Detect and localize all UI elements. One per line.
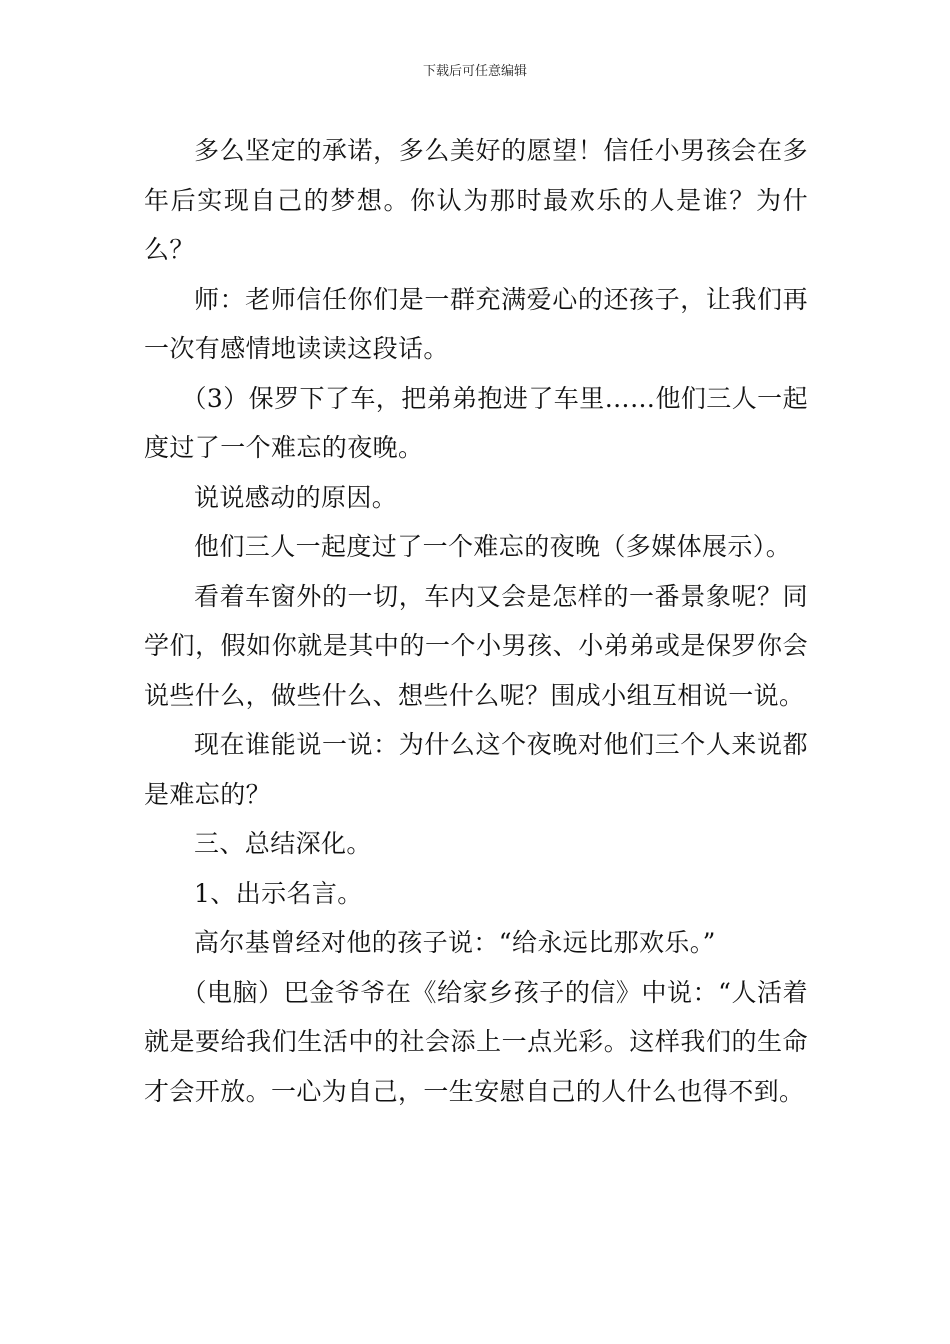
paragraph-gorky-quote: 高尔基曾经对他的孩子说：“给永远比那欢乐。” (194, 928, 716, 957)
paragraph-section-3: （3）保罗下了车，把弟弟抱进了车里……他们三人一起度过了一个难忘的夜晚。 (144, 383, 808, 462)
paragraph-summary-heading: 三、总结深化。 (194, 829, 372, 858)
paragraph-car-scene: 看着车窗外的一切，车内又会是怎样的一番景象呢？同学们，假如你就是其中的一个小男孩、小弟弟或是保罗你会说些什么，做些什么、想些什么呢？围成小组互相说一说。 (144, 581, 808, 710)
paragraph-discussion: 现在谁能说一说：为什么这个夜晚对他们三个人来说都是难忘的？ (144, 730, 808, 809)
paragraph-quote-heading: 1、出示名言。 (194, 878, 363, 908)
document-body (144, 126, 808, 1116)
paragraph-bajin-quote: （电脑）巴金爷爷在《给家乡孩子的信》中说：“人活着就是要给我们生活中的社会添上一点光彩。这样我们的生命才会开放。一心为自己，一生安慰自己的人什么也得不到。 (144, 977, 808, 1106)
paragraph-reason: 说说感动的原因。 (194, 482, 398, 512)
paragraph-multimedia: 他们三人一起度过了一个难忘的夜晚（多媒体展示）。 (194, 532, 792, 561)
page-header: 下载后可任意编辑 (422, 64, 527, 79)
paragraph-promise: 多么坚定的承诺，多么美好的愿望！信任小男孩会在多年后实现自己的梦想。你认为那时最欢乐的人是谁？为什么？ (144, 136, 808, 264)
paragraph-teacher: 师：老师信任你们是一群充满爱心的还孩子，让我们再一次有感情地读读这段话。 (144, 284, 808, 363)
